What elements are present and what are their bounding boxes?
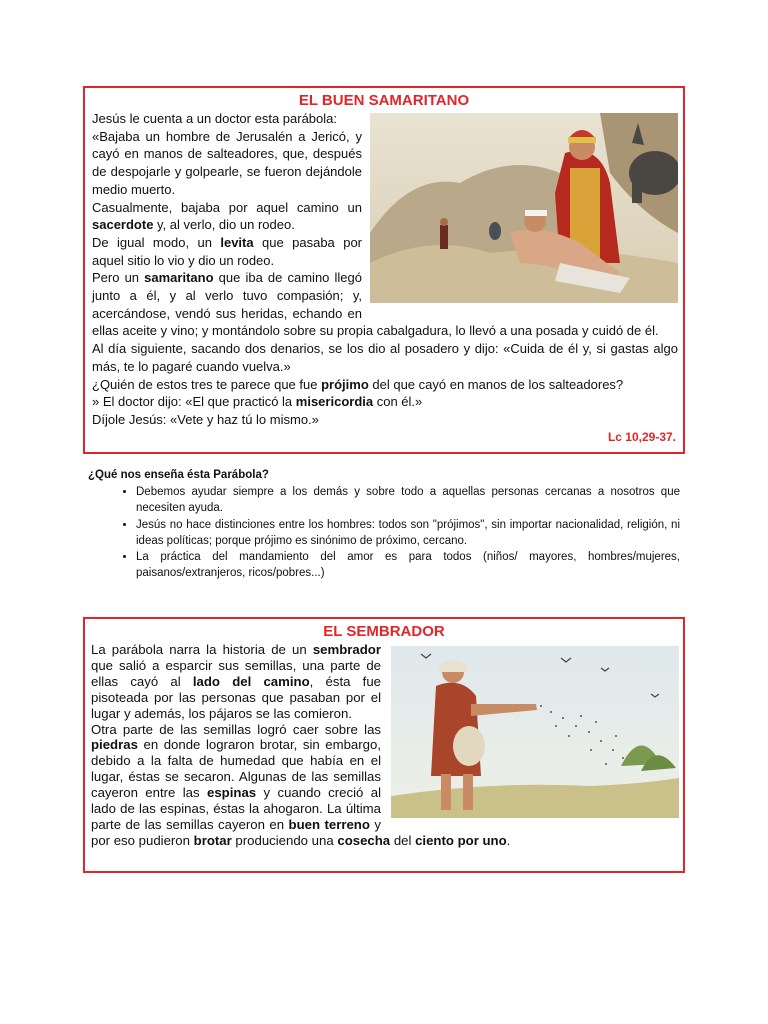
lesson-item: • La práctica del mandamiento del amor es para todos (niños/ mayores, hombres/mujeres, paisanos/extranjeros, ricos/pobres...) xyxy=(136,549,680,581)
sembrador-box xyxy=(83,617,685,873)
samaritano-p3: Casualmente, bajaba por aquel camino un sacerdote y, al verlo, dio un rodeo. xyxy=(92,199,362,233)
sower-illustration xyxy=(391,646,679,818)
samaritano-p7: ¿Quién de estos tres te parece que fue prójimo del que cayó en manos de los salteadores? xyxy=(92,376,624,392)
samaritan-illustration xyxy=(370,113,678,303)
sembrador-p1: La parábola narra la historia de un sembrador que salió a esparcir sus semillas, una parte de ellas cayó al lado del camino, ésta fue pisoteada por las personas que pasaban por el lugar y además, los pájaros se las comieron. xyxy=(91,642,381,721)
samaritano-p9: Díjole Jesús: «Vete y haz tú lo mismo.» xyxy=(92,411,319,427)
samaritano-p2: «Bajaba un hombre de Jerusalén a Jericó, y cayó en manos de salteadores, que, después de despojarle y golpearle, se fueron dejándole medio muerto. xyxy=(92,128,362,197)
samaritano-title: EL BUEN SAMARITANO xyxy=(298,92,470,109)
lesson-item: • Debemos ayudar siempre a los demás y sobre todo a aquellas personas cercanas a nosotros que necesiten ayuda. xyxy=(136,484,680,516)
sembrador-p2: Otra parte de las semillas logró caer sobre las piedras en donde lograron brotar, sin embargo, debido a la falta de humedad que había en el lugar, éstas se secaron. Algunas de las semillas cayeron entre las espinas y cuando creció al lado de las espinas, éstas la ahogaron. La última parte de las semillas cayeron en buen terreno y por eso pudieron brotar produciendo una cosecha del ciento por uno. xyxy=(91,721,511,848)
lesson-question: ¿Qué nos enseña ésta Parábola? xyxy=(88,469,269,481)
samaritano-p1: Jesús le cuenta a un doctor esta parábola: xyxy=(92,111,337,126)
samaritano-p8: » El doctor dijo: «El que practicó la misericordia con él.» xyxy=(92,394,423,410)
samaritano-text xyxy=(92,110,678,429)
lesson-section xyxy=(88,467,680,581)
samaritano-p6: Al día siguiente, sacando dos denarios, se los dio al posadero y dijo: «Cuida de él y, si gastas algo más, te lo pagaré cuando vuelva.» xyxy=(92,341,678,374)
sembrador-title: EL SEMBRADOR xyxy=(323,623,445,640)
samaritano-box xyxy=(83,86,685,454)
lesson-list xyxy=(88,484,680,581)
lesson-item: • Jesús no hace distinciones entre los hombres: todos son "prójimos", sin importar nacionalidad, religión, ni ideas políticas; porque prójimo es sinónimo de próximo, cercano. xyxy=(136,517,680,549)
samaritano-p5: Pero un samaritano que iba de camino llegó junto a él, y al verlo tuvo compasión; y, acercándose, vendó sus heridas, echando en ellas aceite y vino; y montándolo sobre su propia cabalgadura, lo llevó a una posada y cuidó de él. xyxy=(92,270,659,339)
samaritano-citation: Lc 10,29-37. xyxy=(607,430,676,444)
sembrador-text xyxy=(91,642,679,849)
samaritano-p4: De igual modo, un levita que pasaba por aquel sitio lo vio y dio un rodeo. xyxy=(92,234,362,268)
